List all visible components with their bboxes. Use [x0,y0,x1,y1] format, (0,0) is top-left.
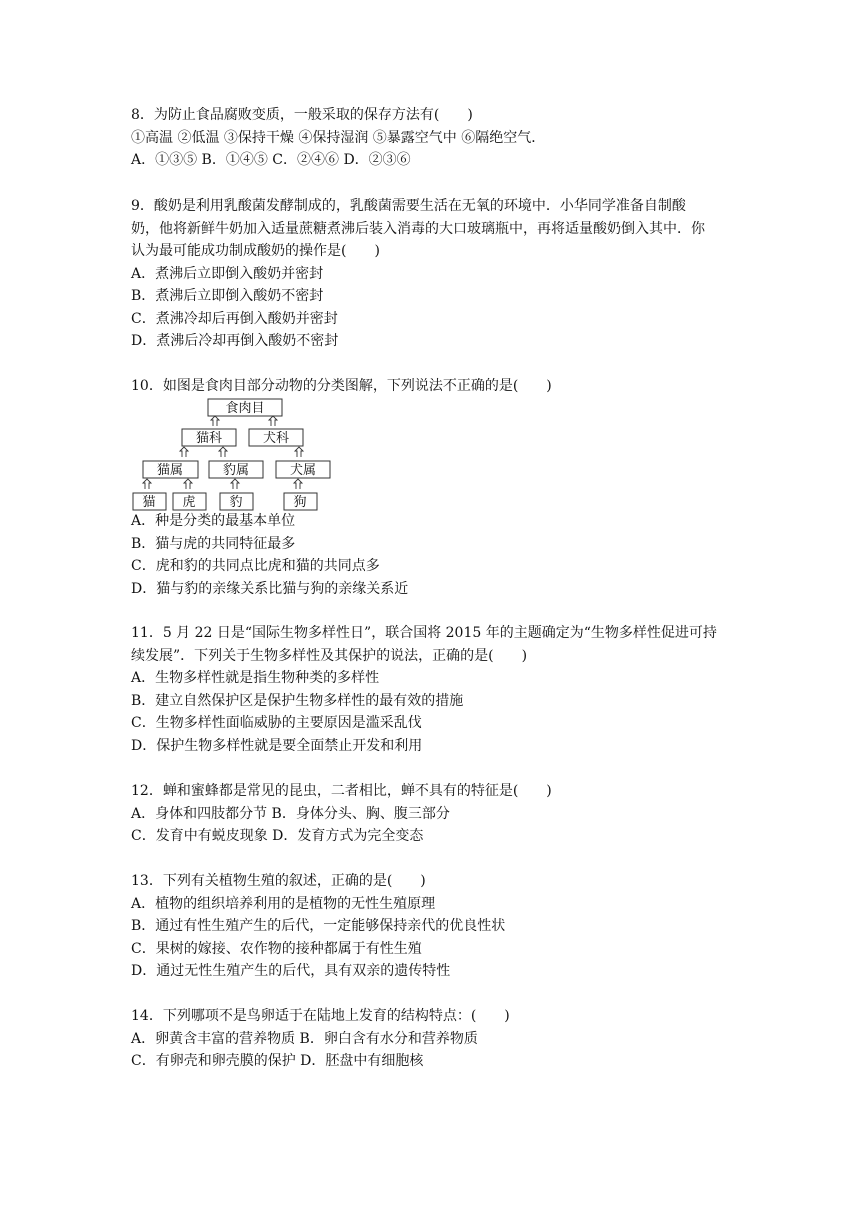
question-10-option-c: C．虎和豹的共同点比虎和猫的共同点多 [131,558,380,574]
question-12-options-cd: C．发育中有蜕皮现象 D．发育方式为完全变态 [131,828,424,844]
tree-node-genus-canis [276,461,330,478]
question-13-option-a: A．植物的组织培养利用的是植物的无性生殖原理 [131,895,436,912]
question-13-option-d: D．通过无性生殖产生的后代，具有双亲的遗传特性 [131,963,451,979]
tree-arrow [211,416,219,426]
tree-label-species-leopard: 豹 [229,495,243,510]
tree-label-species-cat: 猫 [142,495,156,510]
tree-node-family-dog [249,429,303,446]
tree-arrow [269,416,277,426]
tree-label-family-dog: 犬科 [262,431,290,446]
question-14-options-ab: A．卵黄含丰富的营养物质 B．卵白含有水分和营养物质 [131,1030,478,1047]
question-9-stem-line-2: 奶，他将新鲜牛奶加入适量蔗糖煮沸后装入消毒的大口玻璃瓶中，再将适量酸奶倒入其中．你 [131,220,705,237]
question-13-stem: 13．下列有关植物生殖的叙述，正确的是( ) [131,873,426,889]
question-9-stem-line-3: 认为最可能成功制成酸奶的操作是( ) [131,243,380,259]
question-11-option-d: D．保护生物多样性就是要全面禁止开发和利用 [131,737,423,754]
tree-arrow [143,479,151,489]
question-10-option-a: A．种是分类的最基本单位 [131,513,296,529]
tree-node-genus-felis [143,461,198,478]
question-9 [131,195,746,353]
question-10 [131,375,746,398]
tree-node-genus-panthera [209,461,263,478]
tree-label-family-cat: 猫科 [195,431,223,446]
question-11-option-c: C．生物多样性面临威胁的主要原因是滥采乱伐 [131,715,422,731]
question-8-options: A．①③⑤ B．①④⑤ C．②④⑥ D．②③⑥ [131,152,411,168]
question-8 [131,104,746,172]
question-11-stem-line-1: 11．5 月 22 日是“国际生物多样性日”，联合国将 2015 年的主题确定为“生物多样性促进可持 [131,625,717,641]
tree-node-order [208,399,282,416]
question-11 [131,622,746,757]
question-10-stem: 10．如图是食肉目部分动物的分类图解，下列说法不正确的是( ) [131,378,552,394]
tree-arrow [231,479,239,489]
tree-label-genus-felis: 猫属 [156,463,184,478]
question-10-options [131,510,746,600]
tree-node-species-cat [133,493,166,510]
tree-arrow [295,447,303,457]
tree-label-genus-panthera: 豹属 [222,463,250,478]
classification-tree-diagram [131,396,341,512]
question-9-stem-line-1: 9．酸奶是利用乳酸菌发酵制成的，乳酸菌需要生活在无氧的环境中．小华同学准备自制酸 [131,198,686,214]
question-14 [131,1005,746,1073]
tree-arrow [180,447,188,457]
question-13 [131,870,746,983]
question-8-items: ①高温 ②低温 ③保持干燥 ④保持湿润 ⑤暴露空气中 ⑥隔绝空气． [131,129,546,146]
question-9-option-c: C．煮沸冷却后再倒入酸奶并密封 [131,310,338,327]
question-11-option-a: A．生物多样性就是指生物种类的多样性 [131,670,380,686]
question-14-options-cd: C．有卵壳和卵壳膜的保护 D．胚盘中有细胞核 [131,1053,424,1069]
question-12 [131,780,746,848]
question-9-option-a: A．煮沸后立即倒入酸奶并密封 [131,265,324,282]
tree-arrow [219,447,227,457]
question-11-stem-line-2: 续发展”．下列关于生物多样性及其保护的说法，正确的是( ) [131,647,528,664]
tree-node-family-cat [182,429,236,446]
tree-label-genus-canis: 犬属 [289,463,317,478]
question-10-option-d: D．猫与豹的亲缘关系比猫与狗的亲缘关系近 [131,580,409,597]
tree-label-order: 食肉目 [225,401,265,416]
question-9-option-b: B．煮沸后立即倒入酸奶不密封 [131,288,324,304]
question-14-stem: 14．下列哪项不是鸟卵适于在陆地上发育的结构特点：( ) [131,1008,510,1024]
tree-arrow [294,479,302,489]
tree-arrow [184,479,192,489]
question-13-option-b: B．通过有性生殖产生的后代，一定能够保持亲代的优良性状 [131,918,506,934]
tree-label-species-tiger: 虎 [182,495,196,510]
question-13-option-c: C．果树的嫁接、农作物的接种都属于有性生殖 [131,940,422,957]
question-8-stem: 8．为防止食品腐败变质，一般采取的保存方法有( ) [131,107,473,123]
question-12-options-ab: A．身体和四肢都分节 B．身体分头、胸、腹三部分 [131,805,450,822]
tree-label-species-dog: 狗 [293,495,307,510]
question-9-option-d: D．煮沸后冷却再倒入酸奶不密封 [131,333,339,349]
question-11-option-b: B．建立自然保护区是保护生物多样性的最有效的措施 [131,692,464,709]
question-10-option-b: B．猫与虎的共同特征最多 [131,535,296,552]
tree-node-species-tiger [173,493,206,510]
tree-node-species-leopard [220,493,253,510]
question-12-stem: 12．蝉和蜜蜂都是常见的昆虫，二者相比，蝉不具有的特征是( ) [131,783,552,799]
tree-node-species-dog [284,493,317,510]
